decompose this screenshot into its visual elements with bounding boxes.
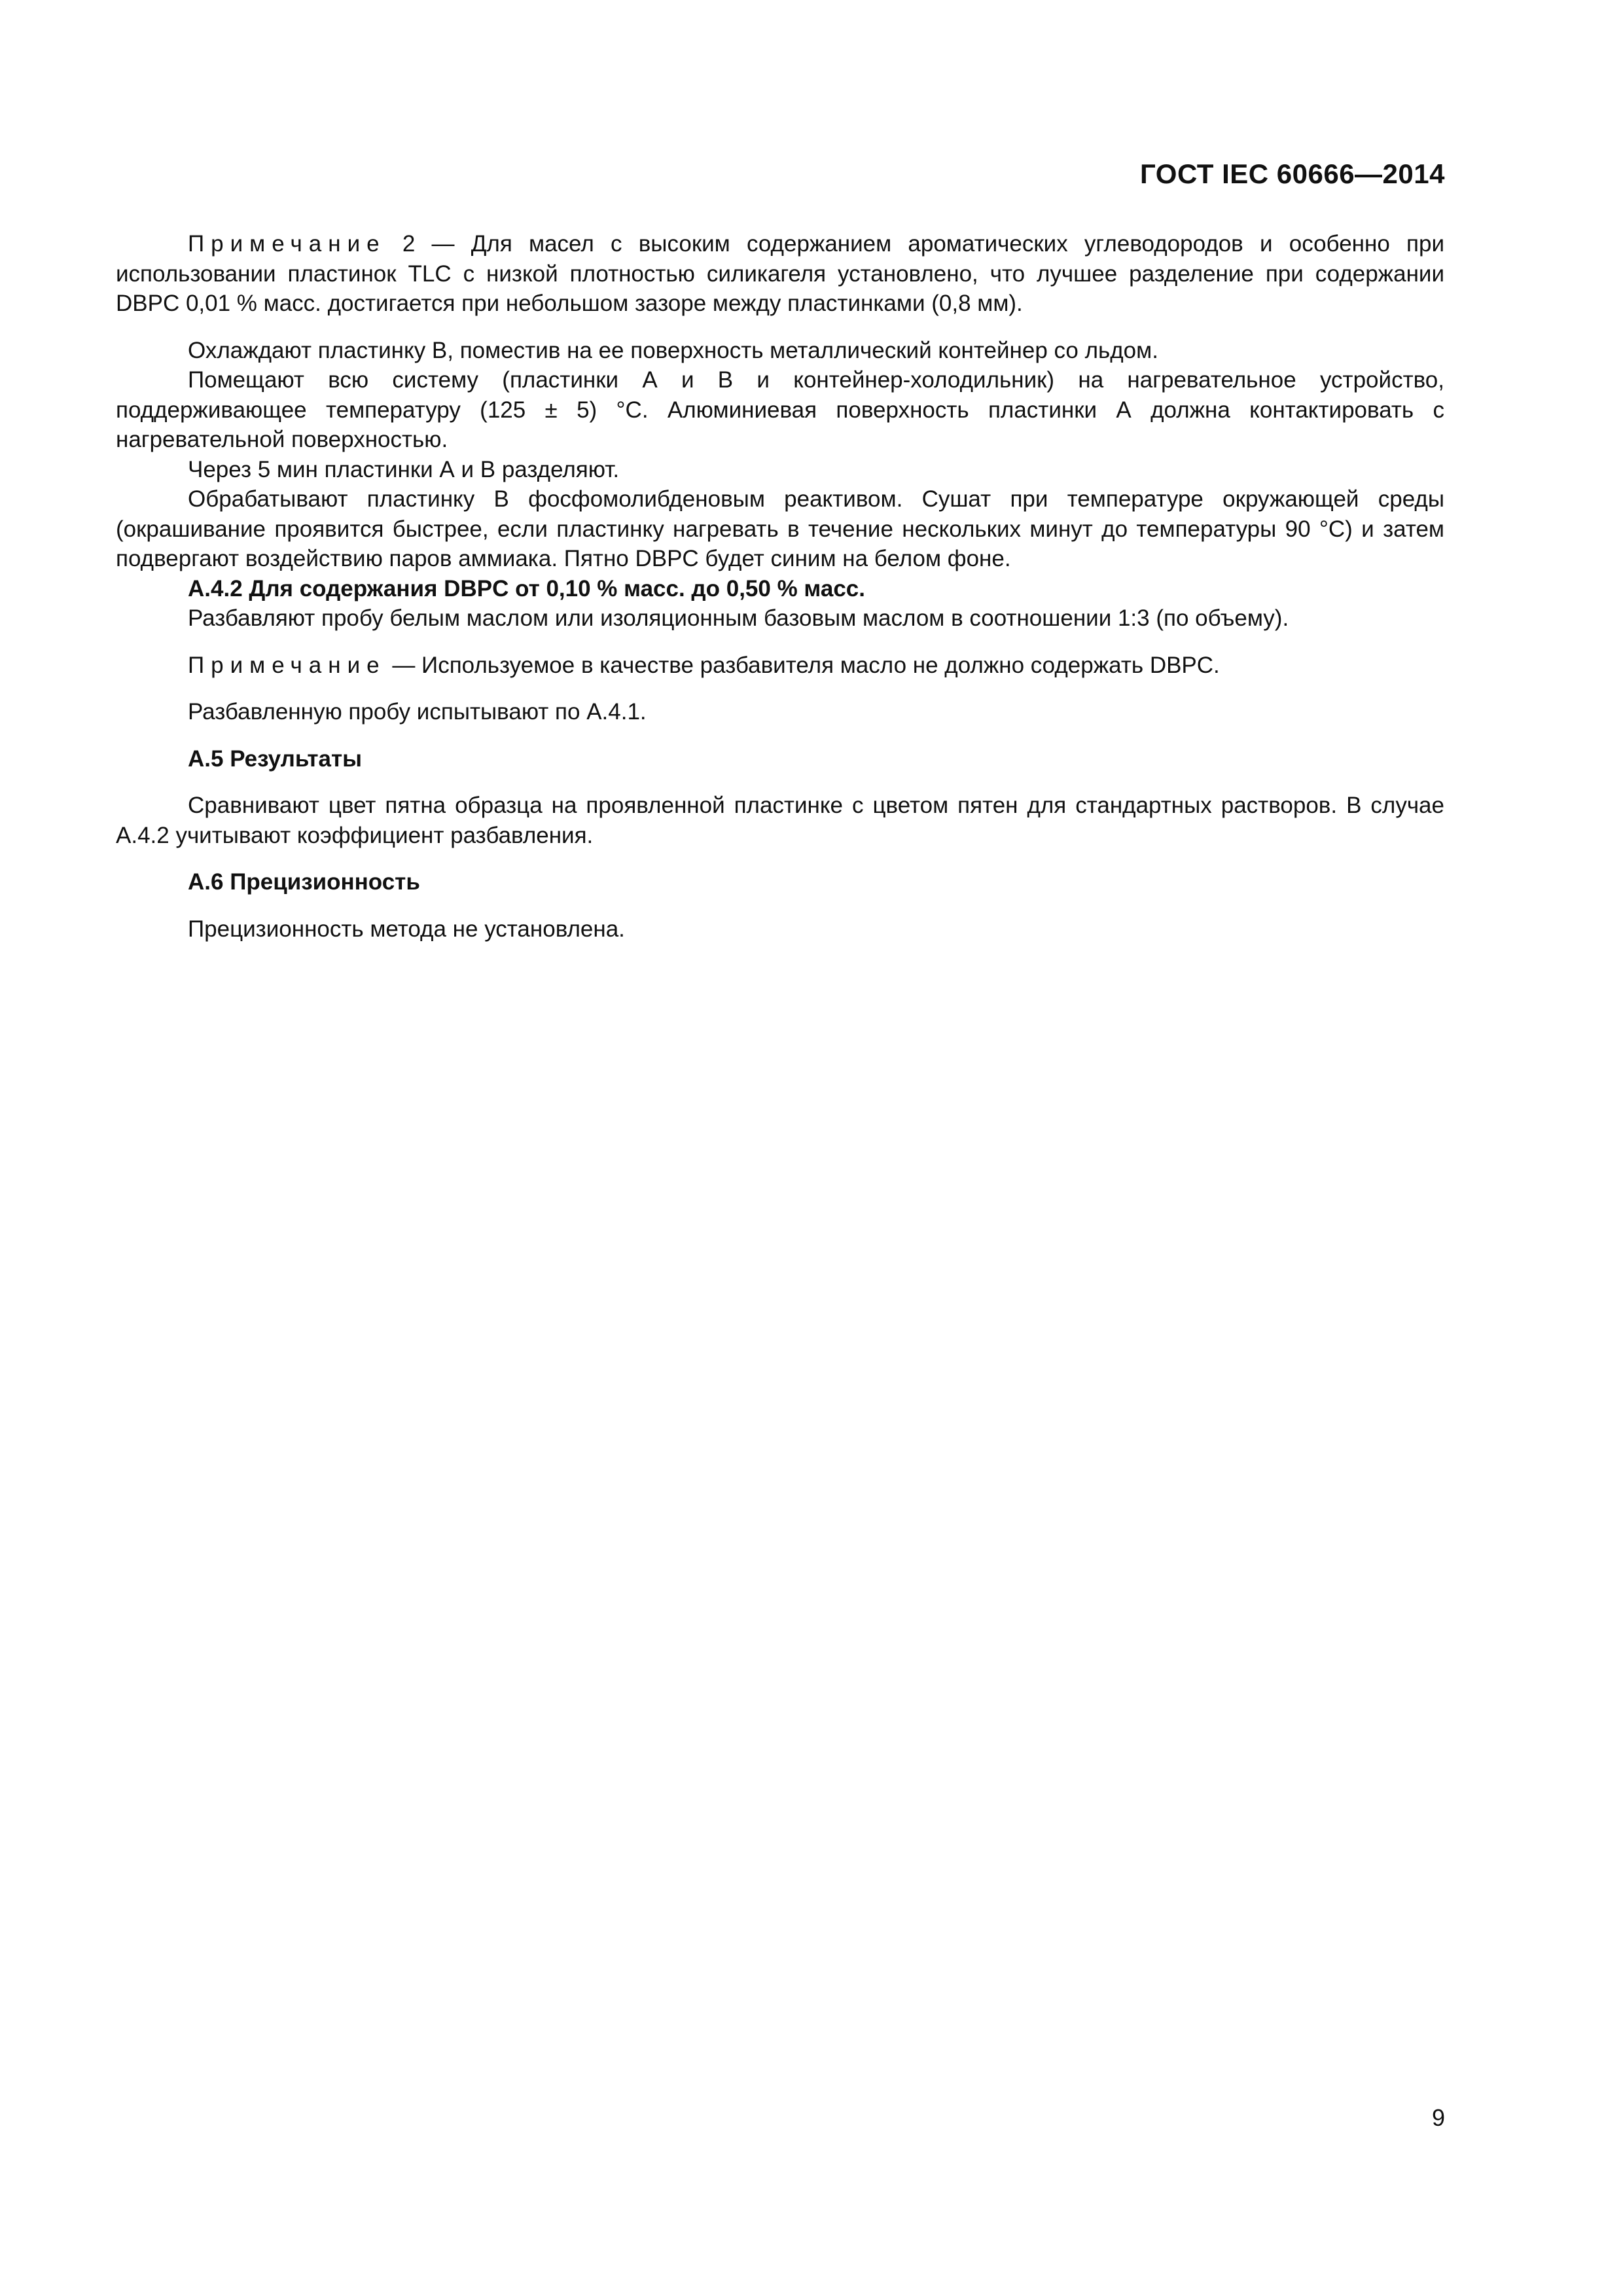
note-2-label: Примечание [188,231,386,257]
cooling-paragraph: Охлаждают пластинку В, поместив на ее поверхность металлический контейнер со льдом. [188,337,1158,363]
note-label: Примечание [188,652,386,678]
note-text: — Используемое в качестве разбавителя масло не должно содержать DBPC. [385,652,1220,678]
dilution-paragraph: Разбавляют пробу белым маслом или изоляционным базовым маслом в соотношении 1:3 (по объему). [188,605,1289,631]
section-a42-heading: А.4.2 Для содержания DBPC от 0,10 % масс. до 0,50 % масс. [188,575,865,601]
document-id-header: ГОСТ IEC 60666—2014 [1140,158,1445,189]
placement-paragraph: Помещают всю систему (пластинки А и В и контейнер-холодильник) на нагревательное устройство, поддерживающее температуру (125 ± 5) °С. Алюминиевая поверхность пластинки А должна контактировать с нагревательной поверхностью. [116,367,1444,452]
separation-paragraph: Через 5 мин пластинки А и В разделяют. [188,456,620,482]
section-a6-heading: А.6 Прецизионность [188,869,420,895]
note-2-paragraph [116,229,1444,319]
document-body [116,229,1444,944]
section-a5-heading: А.5 Результаты [188,745,362,772]
test-paragraph: Разбавленную пробу испытывают по А.4.1. [188,699,647,725]
treatment-paragraph: Обрабатывают пластинку В фосфомолибденовым реактивом. Сушат при температуре окружающей среды (окрашивание проявится быстрее, если пластинку нагревать в течение нескольких минут до температуры 90 °С) и затем подвергают воздействию паров аммиака. Пятно DBPC будет синим на белом фоне. [116,486,1444,571]
note-paragraph [116,651,1444,681]
precision-paragraph: Прецизионность метода не установлена. [188,916,625,942]
page-number: 9 [1431,2104,1445,2131]
note-2-text: 2 — Для масел с высоким содержанием ароматических углеводородов и особенно при использовании пластинок TLC с низкой плотностью силикагеля установлено, что лучшее разделение при содержании DBPC 0,01 % масс. достигается при небольшом зазоре между пластинками (0,8 мм). [116,231,1444,316]
compare-paragraph: Сравнивают цвет пятна образца на проявленной пластинке с цветом пятен для стандартных растворов. В случае А.4.2 учитывают коэффициент разбавления. [116,793,1444,848]
